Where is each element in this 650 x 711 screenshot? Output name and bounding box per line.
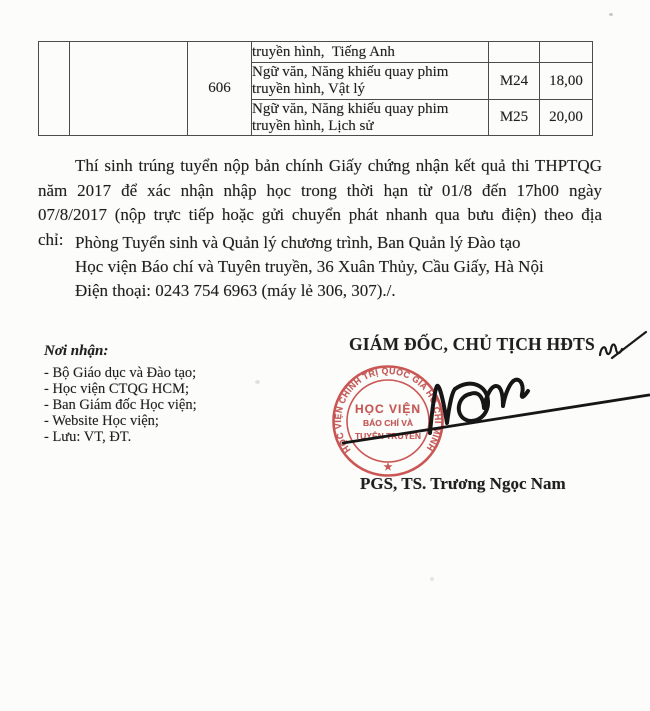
group-code-cell: 606 [188,42,252,136]
recipient-item: - Lưu: VT, ĐT. [44,429,132,445]
address-line: Học viện Báo chí và Tuyên truyền, 36 Xuân Thủy, Cầu Giấy, Hà Nội [75,256,544,276]
recipient-item: - Học viện CTQG HCM; [44,381,189,397]
scan-speck [609,13,613,16]
admission-scores-table [38,41,593,136]
method-code-cell: M24 [489,63,540,100]
address-block [75,231,615,302]
scan-speck [255,380,260,384]
notice-paragraph: Thí sinh trúng tuyển nộp bản chính Giấy chứng nhận kết quả thi THPTQG năm 2017 để xác nhận nhập học trong thời hạn từ 01/8 đến 17h00 ngày 07/8/2017 (nộp trực tiếp hoặc gửi chuyển phát nhanh qua bưu điện) theo địa chỉ: [38,156,602,249]
recipients-block [44,343,197,445]
stamp-center-line: HỌC VIỆN [354,402,422,416]
subjects-cell: Ngữ văn, Năng khiếu quay phim truyền hình, Lịch sử [252,100,489,136]
stamp-star-icon: ★ [383,462,393,473]
director-title-text: GIÁM ĐỐC, CHỦ TỊCH HĐTS [349,334,595,354]
address-line: Điện thoại: 0243 754 6963 (máy lẻ 306, 307)./. [75,280,396,300]
score-cell: 18,00 [540,63,593,100]
subjects-cell: truyền hình, Tiếng Anh [252,42,489,63]
recipient-item: - Ban Giám đốc Học viện; [44,397,197,413]
method-code-cell: M25 [489,100,540,136]
method-code-cell [489,42,540,63]
signer-name: PGS, TS. Trương Ngọc Nam [360,474,566,493]
recipients-heading: Nơi nhận: [44,343,109,359]
table-row [39,42,593,63]
empty-cell [70,42,188,136]
address-line: Phòng Tuyển sinh và Quản lý chương trình, Ban Quản lý Đào tạo [75,233,521,252]
score-cell [540,42,593,63]
scan-speck [430,577,434,581]
subjects-cell: Ngữ văn, Năng khiếu quay phim truyền hình, Vật lý [252,63,489,100]
stamp-center-line: BÁO CHÍ VÀ [362,418,414,428]
recipient-item: - Bộ Giáo dục và Đào tạo; [44,365,197,381]
director-title [349,334,649,360]
stamp-ring-text: HỌC VIỆN CHÍNH TRỊ QUỐC GIA HỒ CHÍ MINH [332,365,444,455]
score-cell: 20,00 [540,100,593,136]
stamp-center-line: TUYÊN TRUYỀN [354,431,422,441]
empty-cell [39,42,70,136]
signature-initial-mark-icon [597,330,649,360]
signature-scrawl [335,365,650,453]
recipient-item: - Website Học viện; [44,413,159,429]
